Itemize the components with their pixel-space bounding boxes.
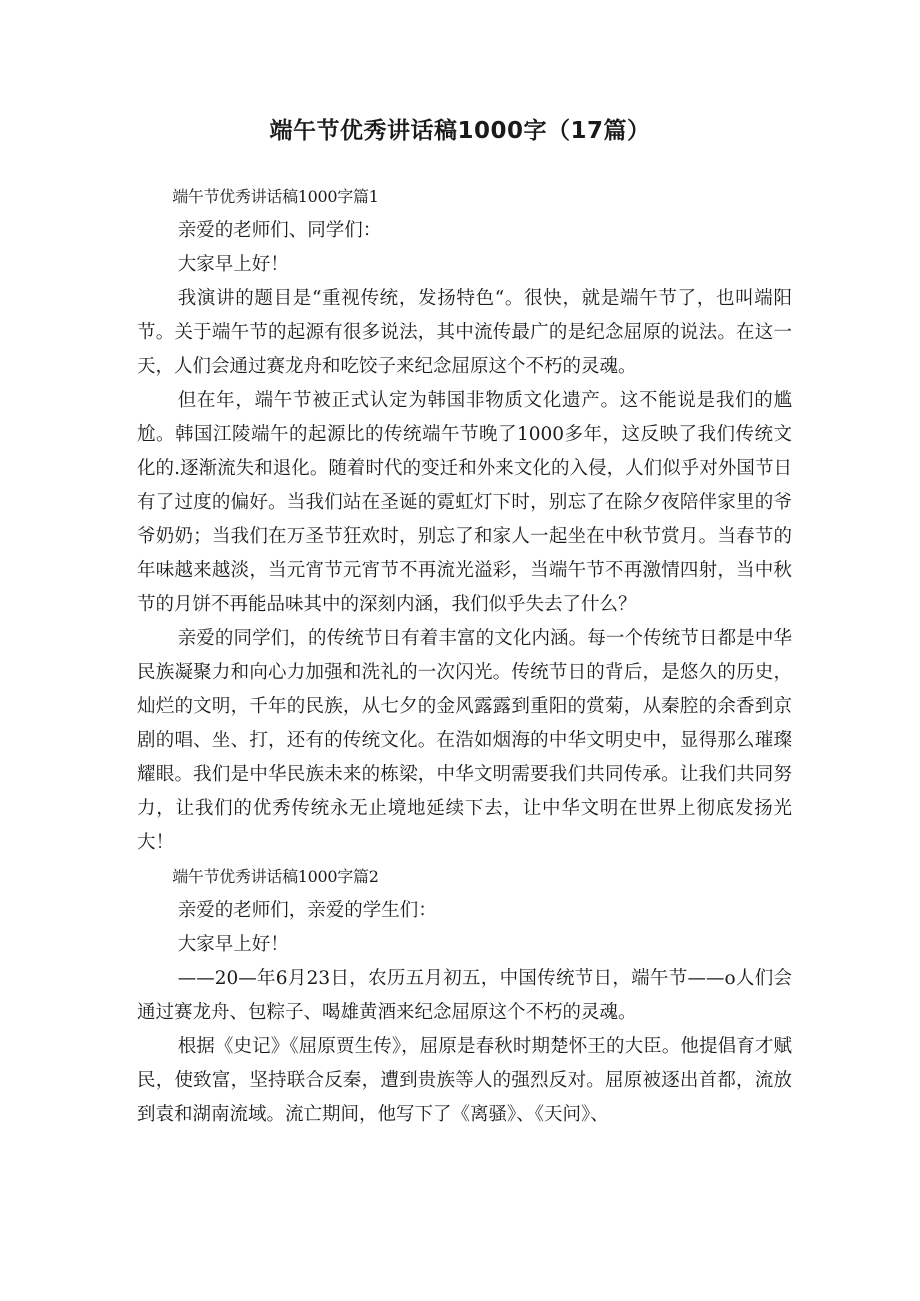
section-heading: 端午节优秀讲话稿1000字篇1 <box>172 187 379 206</box>
section-heading: 端午节优秀讲话稿1000字篇2 <box>172 867 379 886</box>
body-paragraph: 根据《史记》《屈原贾生传》，屈原是春秋时期楚怀王的大臣。他提倡育才赋民，使致富，坚持联合反秦，遭到贵族等人的强烈反对。屈原被逐出首都，流放到袁和湖南流域。流亡期间，他写下了《离骚》、《天问》、 <box>137 1036 792 1125</box>
body-paragraph: 但在年，端午节被正式认定为韩国非物质文化遗产。这不能说是我们的尴尬。韩国江陵端午的起源比的传统端午节晚了1000多年，这反映了我们传统文化的.逐渐流失和退化。随着时代的变迁和外来文化的入侵，人们似乎对外国节日有了过度的偏好。当我们站在圣诞的霓虹灯下时，别忘了在除夕夜陪伴家里的爷爷奶奶；当我们在万圣节狂欢时，别忘了和家人一起坐在中秋节赏月。当春节的年味越来越淡，当元宵节元宵节不再流光溢彩，当端午节不再激情四射，当中秋节的月饼不再能品味其中的深刻内涵，我们似乎失去了什么？ <box>137 390 792 615</box>
body-paragraph: 亲爱的同学们，的传统节日有着丰富的文化内涵。每一个传统节日都是中华民族凝聚力和向心力加强和洗礼的一次闪光。传统节日的背后，是悠久的历史，灿烂的文明，千年的民族，从七夕的金风露露到重阳的赏菊，从秦腔的余香到京剧的唱、坐、打，还有的传统文化。在浩如烟海的中华文明史中，显得那么璀璨耀眼。我们是中华民族未来的栋梁，中华文明需要我们共同传承。让我们共同努力，让我们的优秀传统永无止境地延续下去，让中华文明在世界上彻底发扬光大！ <box>137 628 792 853</box>
document-title: 端午节优秀讲话稿1000字（17篇） <box>269 118 651 144</box>
salutation: 亲爱的老师们，亲爱的学生们： <box>177 900 437 921</box>
document-body <box>137 180 792 1132</box>
salutation: 亲爱的老师们、同学们： <box>177 220 382 241</box>
greeting: 大家早上好！ <box>177 934 289 955</box>
body-paragraph: 我演讲的题目是“重视传统，发扬特色“。很快，就是端午节了，也叫端阳节。关于端午节的起源有很多说法，其中流传最广的是纪念屈原的说法。在这一天，人们会通过赛龙舟和吃饺子来纪念屈原这个不朽的灵魂。 <box>137 288 792 377</box>
body-paragraph: ——20—年6月23日，农历五月初五，中国传统节日，端午节——o人们会通过赛龙舟、包粽子、喝雄黄酒来纪念屈原这个不朽的灵魂。 <box>137 968 792 1023</box>
greeting: 大家早上好！ <box>177 254 289 275</box>
